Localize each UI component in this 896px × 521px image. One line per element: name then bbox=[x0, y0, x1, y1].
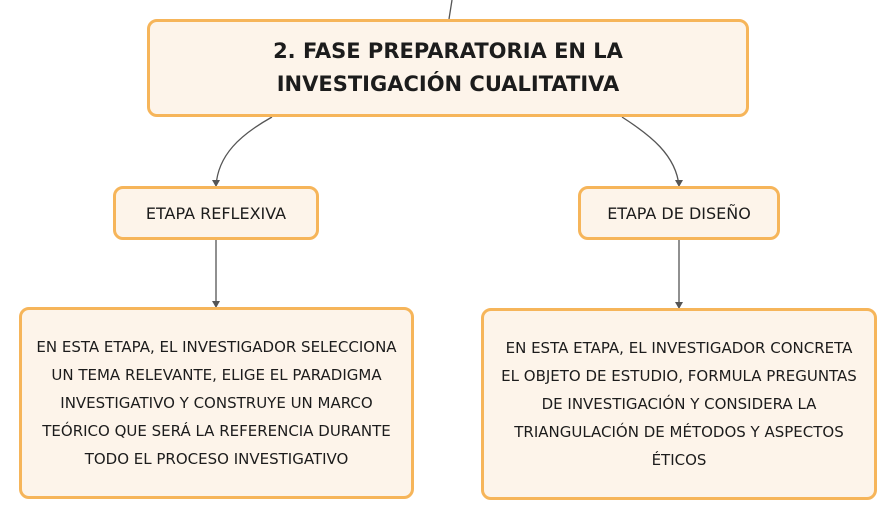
title-text: 2. FASE PREPARATORIA EN LA INVESTIGACIÓN CUALITATIVA bbox=[273, 39, 623, 96]
stage-label: ETAPA DE DISEÑO bbox=[607, 203, 751, 223]
stage-label: ETAPA REFLEXIVA bbox=[145, 203, 287, 223]
incoming-connector bbox=[449, 0, 452, 19]
description-text: EN ESTA ETAPA, EL INVESTIGADOR CONCRETA EL OBJETO DE ESTUDIO, FORMULA PREGUNTAS DE INVESTIGACIÓN Y CONSIDERA LA TRIANGULACIÓN DE MÉTODOS Y ASPECTOS ÉTICOS bbox=[501, 339, 857, 469]
stage-node-diseno bbox=[578, 186, 780, 240]
description-node-diseno bbox=[481, 308, 877, 500]
description-node-reflexiva bbox=[19, 307, 414, 499]
stage-node-reflexiva bbox=[113, 186, 319, 240]
connector-title-to-reflexiva bbox=[216, 117, 272, 186]
description-text: EN ESTA ETAPA, EL INVESTIGADOR SELECCIONA UN TEMA RELEVANTE, ELIGE EL PARADIGMA INVESTIGATIVO Y CONSTRUYE UN MARCO TEÓRICO QUE SERÁ LA REFERENCIA DURANTE TODO EL PROCESO INVESTIGATIVO bbox=[36, 338, 397, 468]
title-node bbox=[147, 19, 749, 117]
connector-title-to-diseno bbox=[622, 117, 679, 186]
